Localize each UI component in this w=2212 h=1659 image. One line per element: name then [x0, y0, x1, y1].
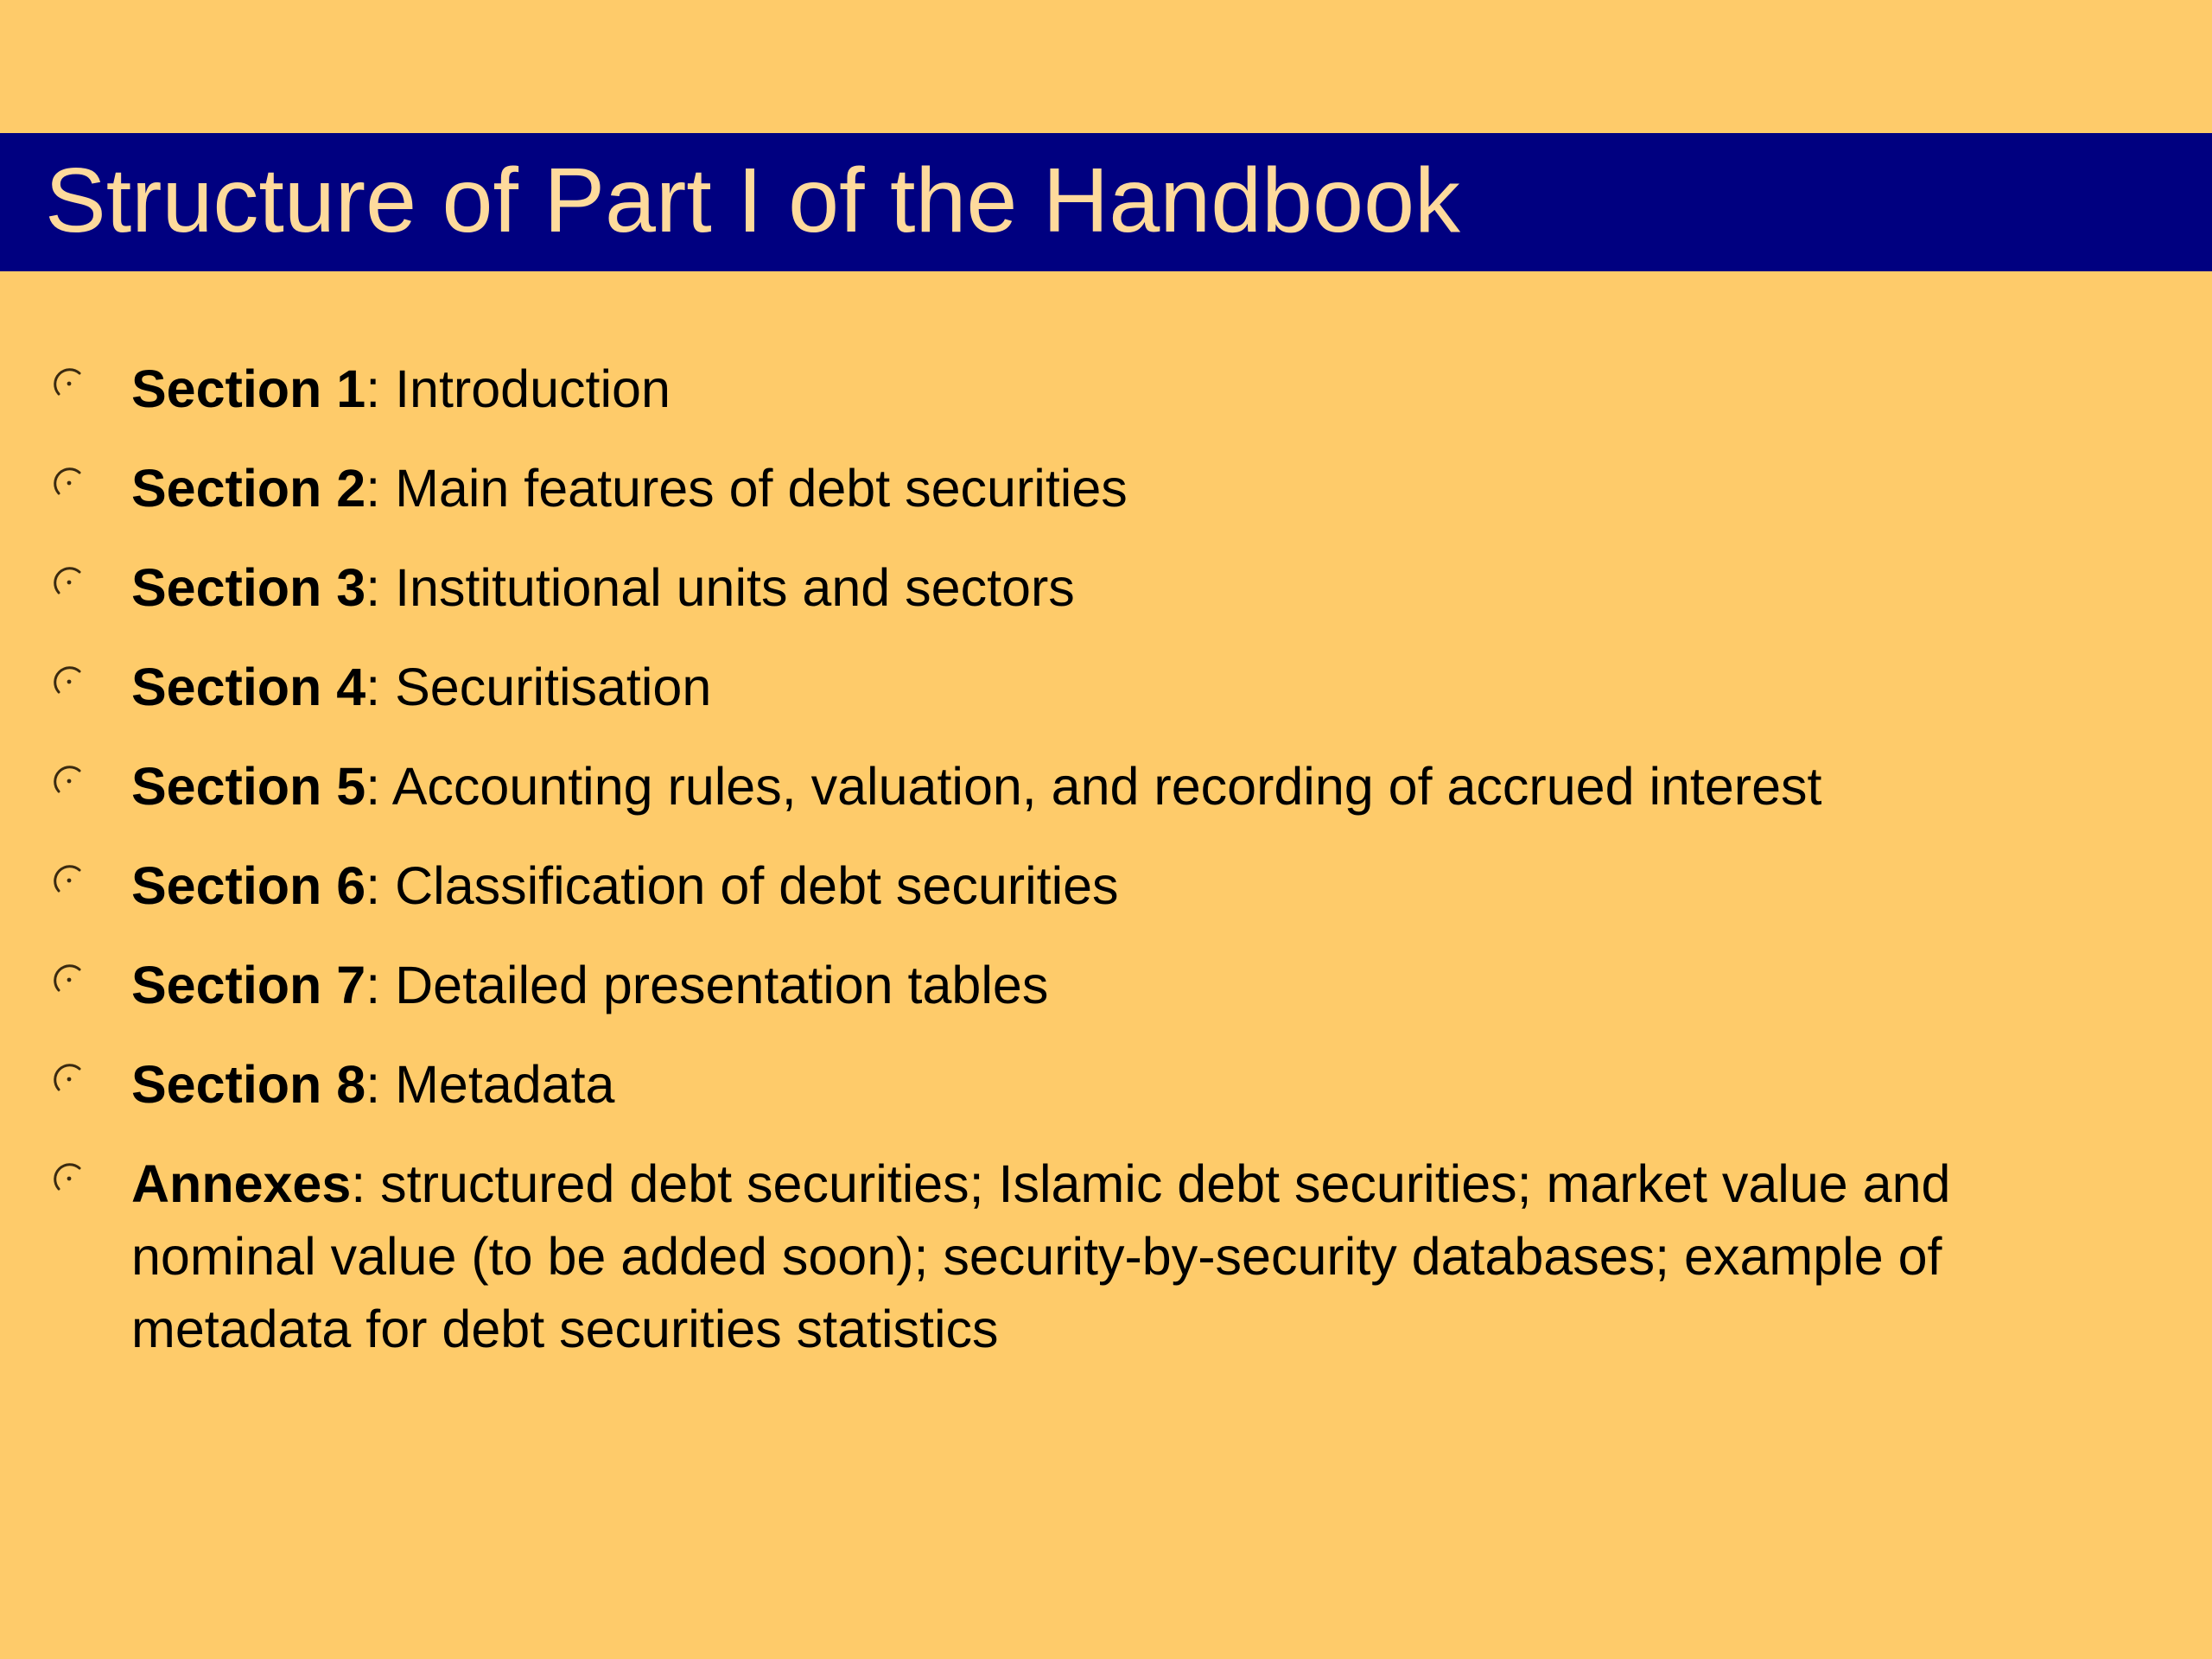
circle-arc-bullet-icon: [50, 1060, 88, 1098]
slide-title: Structure of Part I of the Handbook: [45, 149, 1461, 251]
list-item: [0, 849, 2212, 922]
circle-arc-bullet-icon: [50, 365, 88, 403]
section-description: Detailed presentation tables: [380, 956, 1049, 1014]
separator: :: [365, 757, 381, 816]
section-label: Section 8: [131, 1055, 366, 1114]
section-description: Metadata: [380, 1055, 615, 1114]
separator: :: [365, 658, 381, 716]
separator: :: [365, 359, 381, 418]
section-description: Institutional units and sectors: [380, 558, 1075, 617]
separator: :: [365, 856, 381, 915]
list-item: [0, 949, 2212, 1021]
annexes-label: Annexes: [131, 1154, 352, 1213]
list-item: [0, 1147, 2212, 1365]
circle-arc-bullet-icon: [50, 861, 88, 899]
section-description: Classification of debt securities: [380, 856, 1119, 915]
separator: :: [365, 1055, 381, 1114]
circle-arc-bullet-icon: [50, 563, 88, 601]
section-label: Section 6: [131, 856, 366, 915]
list-item: [0, 353, 2212, 425]
section-label: Section 2: [131, 459, 366, 518]
bullet-list: [0, 353, 2212, 1392]
circle-arc-bullet-icon: [50, 762, 88, 800]
separator: :: [365, 558, 381, 617]
list-item: [0, 551, 2212, 624]
section-description: Main features of debt securities: [380, 459, 1128, 518]
section-description: Accounting rules, valuation, and recording of accrued interest: [380, 757, 1822, 816]
separator: :: [351, 1154, 366, 1213]
separator: :: [365, 459, 381, 518]
list-item: [0, 750, 2212, 823]
section-label: Section 5: [131, 757, 366, 816]
section-label: Section 7: [131, 956, 366, 1014]
list-item: [0, 651, 2212, 723]
separator: :: [365, 956, 381, 1014]
circle-arc-bullet-icon: [50, 464, 88, 502]
section-description: Securitisation: [380, 658, 712, 716]
title-bar: [0, 133, 2212, 271]
list-item: [0, 1048, 2212, 1121]
section-label: Section 3: [131, 558, 366, 617]
annexes-description: structured debt securities; Islamic debt securities; market value and nominal value (to be added soon); security-by-security databases; example of metadata for debt securities statistics: [131, 1154, 1951, 1358]
circle-arc-bullet-icon: [50, 663, 88, 701]
circle-arc-bullet-icon: [50, 1160, 88, 1198]
list-item: [0, 452, 2212, 524]
circle-arc-bullet-icon: [50, 961, 88, 999]
section-label: Section 1: [131, 359, 366, 418]
section-description: Introduction: [380, 359, 671, 418]
section-label: Section 4: [131, 658, 366, 716]
